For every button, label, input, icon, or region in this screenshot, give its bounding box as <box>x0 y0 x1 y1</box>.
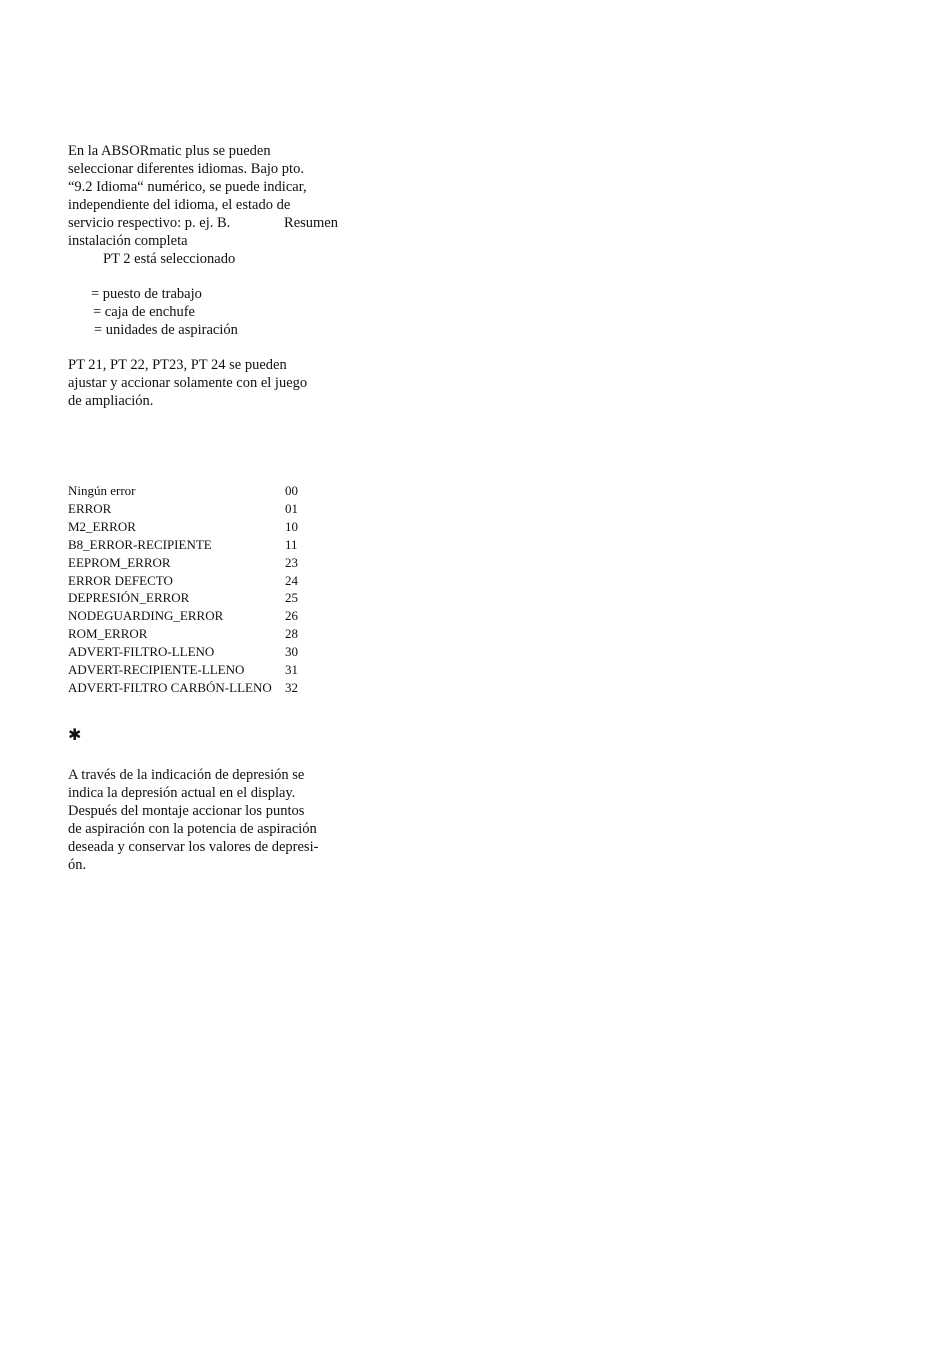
note-line: de ampliación. <box>68 393 154 409</box>
note-line: ajustar y accionar solamente con el juego <box>68 375 308 391</box>
intro-split-right: Resumen <box>284 215 338 231</box>
error-code: 23 <box>285 554 298 570</box>
error-name: DEPRESIÓN_ERROR <box>68 590 190 606</box>
error-name: ADVERT-FILTRO-LLENO <box>68 644 215 660</box>
depression-line: ón. <box>68 857 87 873</box>
intro-line: seleccionar diferentes idiomas. Bajo pto. <box>68 161 304 177</box>
intro-split-line <box>68 214 338 232</box>
error-name: EEPROM_ERROR <box>68 554 171 570</box>
table-row <box>68 661 325 679</box>
table-row <box>68 500 325 518</box>
depression-line: deseada y conservar los valores de depresi- <box>68 839 319 855</box>
selected-workstation-line: PT 2 está seleccionado <box>103 251 236 267</box>
asterisk-icon: ✱ <box>68 725 82 744</box>
error-name: B8_ERROR-RECIPIENTE <box>68 536 212 552</box>
table-row <box>68 643 325 661</box>
error-name: ADVERT-FILTRO CARBÓN-LLENO <box>68 679 272 695</box>
table-row <box>68 518 325 536</box>
error-code: 10 <box>285 518 298 534</box>
intro-line: En la ABSORmatic plus se pueden <box>68 143 271 159</box>
depression-line: A través de la indicación de depresión se <box>68 767 305 783</box>
depression-line: indica la depresión actual en el display. <box>68 785 296 801</box>
error-code: 01 <box>285 500 298 516</box>
error-code: 30 <box>285 644 298 660</box>
depression-line: de aspiración con la potencia de aspiración <box>68 821 317 837</box>
depression-line: Después del montaje accionar los puntos <box>68 803 305 819</box>
table-row <box>68 625 325 643</box>
error-code: 26 <box>285 608 298 624</box>
error-name: ADVERT-RECIPIENTE-LLENO <box>68 662 245 678</box>
table-row <box>68 589 325 607</box>
error-code: 00 <box>285 483 298 498</box>
intro-line: independiente del idioma, el estado de <box>68 197 291 213</box>
table-row <box>68 554 325 572</box>
intro-line: instalación completa <box>68 233 188 249</box>
table-row <box>68 607 325 625</box>
table-row <box>68 572 325 590</box>
legend-item-suction-units: = unidades de aspiración <box>94 322 238 338</box>
error-code: 28 <box>285 626 298 642</box>
error-name: ROM_ERROR <box>68 626 148 642</box>
symbol-legend <box>68 285 358 339</box>
expansion-kit-note <box>68 356 358 410</box>
error-code: 11 <box>285 536 298 552</box>
legend-item-workstation: = puesto de trabajo <box>91 286 202 302</box>
intro-split-left: servicio respectivo: p. ej. B. <box>68 215 231 231</box>
language-intro-paragraph <box>68 142 358 268</box>
error-code: 32 <box>285 679 298 695</box>
error-name: M2_ERROR <box>68 518 136 534</box>
intro-line: “9.2 Idioma“ numérico, se puede indicar, <box>68 179 307 195</box>
depression-indication-paragraph <box>68 766 358 874</box>
error-name: Ningún error <box>68 483 136 498</box>
error-name: ERROR <box>68 500 112 516</box>
error-name: NODEGUARDING_ERROR <box>68 608 224 624</box>
table-row <box>68 536 325 554</box>
table-row <box>68 679 325 697</box>
error-code: 25 <box>285 590 298 606</box>
error-code: 31 <box>285 662 298 678</box>
table-row <box>68 482 325 500</box>
legend-item-socket-box: = caja de enchufe <box>93 304 195 320</box>
note-line: PT 21, PT 22, PT23, PT 24 se pueden <box>68 357 287 373</box>
error-code: 24 <box>285 572 298 588</box>
error-name: ERROR DEFECTO <box>68 572 173 588</box>
error-code-table <box>68 482 325 697</box>
